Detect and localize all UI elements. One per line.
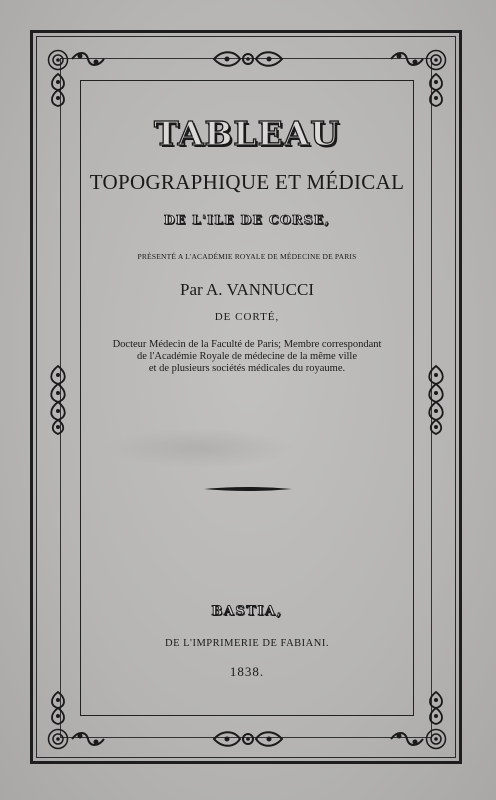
leaf-garland-icon — [48, 690, 68, 726]
credentials-line: Docteur Médecin de la Faculté de Paris; Membre correspondant — [112, 339, 382, 350]
rosette-icon — [425, 49, 447, 71]
rosette-icon — [47, 728, 69, 750]
title: TABLEAU — [154, 114, 340, 153]
imprint-year: 1838. — [229, 664, 265, 679]
leaf-garland-icon — [47, 364, 69, 436]
author-place: DE CORTÉ, — [214, 311, 280, 323]
scroll-ornament-icon — [389, 730, 425, 748]
scroll-ornament-icon — [210, 48, 286, 70]
leaf-garland-icon — [426, 72, 446, 108]
rosette-icon — [47, 49, 69, 71]
credentials-line: de l'Académie Royale de médecine de la même ville — [137, 351, 357, 362]
scroll-ornament-icon — [389, 50, 425, 68]
presented-line: PRÉSENTÉ A L'ACADÉMIE ROYALE DE MÉDECINE DE PARIS — [137, 252, 357, 261]
leaf-garland-icon — [426, 690, 446, 726]
credentials-line: et de plusieurs sociétés médicales du royaume. — [148, 363, 346, 374]
rosette-icon — [425, 728, 447, 750]
subtitle: TOPOGRAPHIQUE ET MÉDICAL — [89, 170, 405, 194]
scroll-ornament-icon — [70, 50, 106, 68]
scroll-ornament-icon — [70, 730, 106, 748]
leaf-garland-icon — [425, 364, 447, 436]
leaf-garland-icon — [48, 72, 68, 108]
author-line: Par A. VANNUCCI — [180, 280, 314, 299]
place-line: DE L'ILE DE CORSE, — [163, 212, 331, 227]
imprint-city: BASTIA, — [211, 604, 283, 619]
scroll-ornament-icon — [210, 728, 286, 750]
divider-rule — [204, 484, 292, 494]
imprint-printer: DE L'IMPRIMERIE DE FABIANI. — [165, 638, 329, 649]
